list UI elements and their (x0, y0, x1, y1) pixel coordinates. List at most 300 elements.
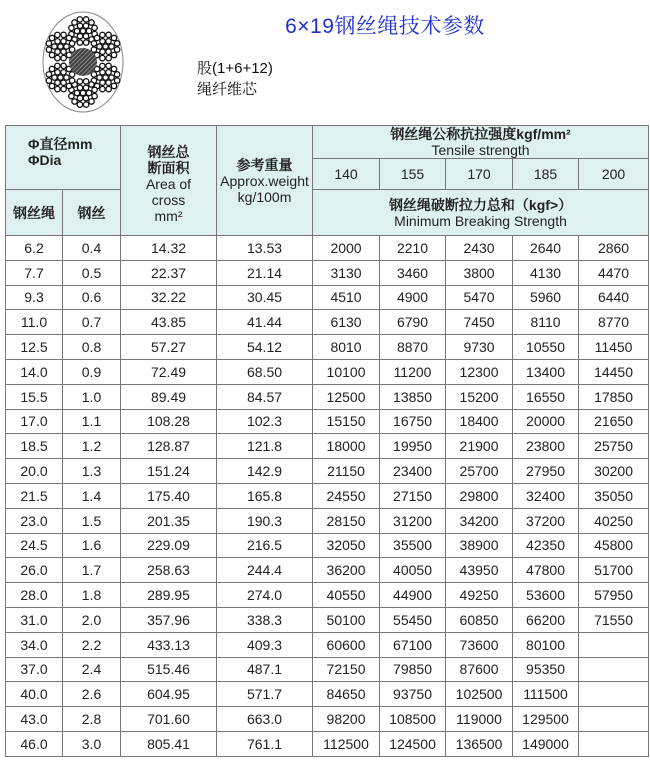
wire-dia-cell: 1.1 (63, 409, 121, 434)
wire-strand-circle (100, 39, 105, 44)
area-cell: 805.41 (121, 731, 217, 756)
weight-header-cn: 参考重量 (236, 156, 293, 173)
wire-strand-circle (100, 70, 105, 75)
table-row (6, 260, 649, 285)
weight-cell: 663.0 (217, 707, 313, 732)
wire-strand-circle (49, 35, 54, 40)
break-185-cell: 42350 (513, 533, 579, 558)
grade-185: 185 (513, 159, 579, 190)
area-cell: 22.37 (121, 260, 217, 285)
break-200-cell: 57950 (579, 583, 649, 608)
wire-strand-circle (64, 75, 69, 80)
rope-dia-cell: 11.0 (6, 310, 63, 335)
wire-dia-cell: 3.0 (63, 731, 121, 756)
wire-dia-cell: 0.8 (63, 335, 121, 360)
wire-strand-circle (46, 41, 51, 46)
break-155-cell: 11200 (380, 359, 446, 384)
break-170-cell: 102500 (446, 682, 513, 707)
core-type: 绳纤维芯 (197, 81, 258, 98)
area-header-en1: Area of (145, 175, 192, 192)
break-140-cell: 10100 (313, 359, 380, 384)
weight-cell: 41.44 (217, 310, 313, 335)
rope-dia-cell: 17.0 (6, 409, 63, 434)
break-170-cell: 5470 (446, 285, 513, 310)
wire-strand-circle (58, 75, 63, 80)
table-row (6, 384, 649, 409)
wire-strand-circle (74, 28, 79, 33)
break-170-cell: 87600 (446, 657, 513, 682)
break-200-cell: 14450 (579, 359, 649, 384)
wire-strand-circle (92, 93, 97, 98)
break-140-cell: 84650 (313, 682, 380, 707)
break-140-cell: 2000 (313, 236, 380, 261)
break-155-cell: 3460 (380, 260, 446, 285)
break-170-cell: 7450 (446, 310, 513, 335)
wire-strand-circle (66, 35, 71, 40)
wire-strand-circle (77, 17, 82, 22)
break-155-cell: 108500 (380, 707, 446, 732)
weight-cell: 30.45 (217, 285, 313, 310)
break-155-cell: 23400 (380, 459, 446, 484)
area-cell: 604.95 (121, 682, 217, 707)
break-200-cell: 6440 (579, 285, 649, 310)
break-170-cell: 119000 (446, 707, 513, 732)
area-cell: 433.13 (121, 632, 217, 657)
break-140-cell: 24550 (313, 483, 380, 508)
wire-strand-circle (100, 32, 105, 37)
break-170-cell: 12300 (446, 359, 513, 384)
break-140-cell: 3130 (313, 260, 380, 285)
break-155-cell: 8870 (380, 335, 446, 360)
break-200-cell (579, 632, 649, 657)
break-170-cell: 29800 (446, 483, 513, 508)
table-row (6, 508, 649, 533)
area-header-en2: cross (151, 191, 186, 208)
break-185-cell: 27950 (513, 459, 579, 484)
wire-strand-circle (106, 80, 111, 85)
wire-strand-circle (55, 70, 60, 75)
wire-strand-circle (69, 41, 74, 46)
break-170-cell: 73600 (446, 632, 513, 657)
wire-strand-circle (83, 17, 88, 22)
weight-header (217, 126, 313, 236)
rope-dia-cell: 12.5 (6, 335, 63, 360)
table-row (6, 607, 649, 632)
wire-strand-circle (77, 102, 82, 107)
break-200-cell (579, 657, 649, 682)
break-155-cell: 40050 (380, 558, 446, 583)
wire-strand-circle (83, 85, 88, 90)
wire-strand-circle (100, 80, 105, 85)
break-155-cell: 55450 (380, 607, 446, 632)
break-155-cell: 16750 (380, 409, 446, 434)
break-185-cell: 80100 (513, 632, 579, 657)
break-185-cell: 2640 (513, 236, 579, 261)
wire-strand-circle (77, 23, 82, 28)
area-cell: 72.49 (121, 359, 217, 384)
wire-strand-circle (61, 63, 66, 68)
break-155-cell: 35500 (380, 533, 446, 558)
wire-strand-circle (74, 90, 79, 95)
wire-dia-cell: 0.4 (63, 236, 121, 261)
break-185-cell: 20000 (513, 409, 579, 434)
wire-diameter-header: 钢丝 (63, 190, 121, 236)
wire-strand-circle (55, 32, 60, 37)
area-cell: 201.35 (121, 508, 217, 533)
diameter-header-cn: Φ直径mm (28, 136, 93, 152)
wire-strand-circle (55, 55, 60, 60)
wire-strand-circle (61, 80, 66, 85)
wire-strand-circle (69, 93, 74, 98)
weight-cell: 54.12 (217, 335, 313, 360)
diameter-header-en: ΦDia (28, 152, 62, 168)
break-155-cell: 6790 (380, 310, 446, 335)
wire-strand-circle (55, 63, 60, 68)
break-185-cell: 10550 (513, 335, 579, 360)
weight-cell: 216.5 (217, 533, 313, 558)
break-170-cell: 49250 (446, 583, 513, 608)
wire-dia-cell: 1.8 (63, 583, 121, 608)
wire-strand-circle (111, 35, 116, 40)
rope-dia-cell: 37.0 (6, 657, 63, 682)
area-header-cn2: 断面积 (147, 159, 190, 176)
wire-strand-circle (55, 49, 60, 54)
wire-strand-circle (106, 86, 111, 91)
wire-dia-cell: 2.8 (63, 707, 121, 732)
area-cell: 357.96 (121, 607, 217, 632)
rope-dia-cell: 26.0 (6, 558, 63, 583)
weight-header-unit: kg/100m (237, 188, 292, 205)
break-170-cell: 3800 (446, 260, 513, 285)
break-155-cell: 13850 (380, 384, 446, 409)
page-title: 6×19钢丝绳技术参数 (285, 15, 485, 38)
break-200-cell: 21650 (579, 409, 649, 434)
break-140-cell: 15150 (313, 409, 380, 434)
wire-strand-circle (103, 44, 108, 49)
break-185-cell: 4130 (513, 260, 579, 285)
break-155-cell: 124500 (380, 731, 446, 756)
area-cell: 32.22 (121, 285, 217, 310)
wire-strand-circle (83, 23, 88, 28)
wire-strand-circle (77, 95, 82, 100)
break-140-cell: 21150 (313, 459, 380, 484)
wire-strand-circle (103, 75, 108, 80)
break-155-cell: 31200 (380, 508, 446, 533)
grade-170: 170 (446, 159, 513, 190)
area-cell: 175.40 (121, 483, 217, 508)
wire-strand-circle (69, 78, 74, 83)
break-200-cell: 45800 (579, 533, 649, 558)
wire-strand-circle (97, 75, 102, 80)
wire-dia-cell: 0.9 (63, 359, 121, 384)
grade-140: 140 (313, 159, 380, 190)
rope-dia-cell: 18.5 (6, 434, 63, 459)
table-row (6, 483, 649, 508)
wire-strand-circle (80, 28, 85, 33)
rope-dia-cell: 21.5 (6, 483, 63, 508)
tensile-header-en: Tensile strength (431, 142, 530, 158)
break-185-cell: 37200 (513, 508, 579, 533)
break-200-cell: 4470 (579, 260, 649, 285)
break-200-cell: 40250 (579, 508, 649, 533)
wire-strand-circle (83, 33, 88, 38)
wire-strand-circle (80, 90, 85, 95)
wire-dia-cell: 1.3 (63, 459, 121, 484)
weight-cell: 68.50 (217, 359, 313, 384)
break-185-cell: 66200 (513, 607, 579, 632)
rope-dia-cell: 7.7 (6, 260, 63, 285)
table-row (6, 335, 649, 360)
wire-strand-circle (100, 63, 105, 68)
break-170-cell: 60850 (446, 607, 513, 632)
break-140-cell: 6130 (313, 310, 380, 335)
wire-strand-circle (66, 83, 71, 88)
wire-strand-circle (106, 32, 111, 37)
wire-strand-circle (114, 78, 119, 83)
break-200-cell: 51700 (579, 558, 649, 583)
table-row (6, 359, 649, 384)
weight-cell: 244.4 (217, 558, 313, 583)
area-header-unit: mm² (154, 207, 183, 224)
break-200-cell (579, 682, 649, 707)
wire-strand-circle (61, 39, 66, 44)
break-185-cell: 13400 (513, 359, 579, 384)
tensile-header-cn: 钢丝绳公称抗拉强度kgf/mm² (390, 126, 571, 142)
break-140-cell: 40550 (313, 583, 380, 608)
area-cell: 43.85 (121, 310, 217, 335)
strand-construction: 股(1+6+12) (197, 60, 273, 77)
area-cell: 89.49 (121, 384, 217, 409)
rope-diameter-header: 钢丝绳 (6, 190, 63, 236)
break-170-cell: 2430 (446, 236, 513, 261)
break-185-cell: 16550 (513, 384, 579, 409)
wire-strand-circle (55, 80, 60, 85)
wire-strand-circle (114, 47, 119, 52)
wire-strand-circle (72, 20, 77, 25)
table-row (6, 236, 649, 261)
wire-strand-circle (92, 87, 97, 92)
table-row (6, 657, 649, 682)
rope-dia-cell: 31.0 (6, 607, 63, 632)
wire-strand-circle (86, 28, 91, 33)
break-185-cell: 129500 (513, 707, 579, 732)
rope-dia-cell: 43.0 (6, 707, 63, 732)
wire-strand-circle (46, 72, 51, 77)
weight-header-en: Approx.weight (220, 172, 309, 189)
wire-strand-circle (114, 41, 119, 46)
wire-strand-circle (61, 49, 66, 54)
rope-dia-cell: 40.0 (6, 682, 63, 707)
break-200-cell: 8770 (579, 310, 649, 335)
table-row (6, 558, 649, 583)
wire-strand-circle (77, 79, 82, 84)
wire-strand-circle (49, 52, 54, 57)
grade-200: 200 (579, 159, 649, 190)
wire-strand-circle (97, 44, 102, 49)
table-row (6, 533, 649, 558)
break-140-cell: 28150 (313, 508, 380, 533)
tensile-header (313, 126, 649, 159)
wire-strand-circle (49, 83, 54, 88)
break-140-cell: 72150 (313, 657, 380, 682)
break-140-cell: 36200 (313, 558, 380, 583)
wire-strand-circle (77, 40, 82, 45)
wire-dia-cell: 0.7 (63, 310, 121, 335)
wire-dia-cell: 1.6 (63, 533, 121, 558)
wire-strand-circle (52, 75, 57, 80)
break-185-cell: 149000 (513, 731, 579, 756)
wire-strand-circle (106, 70, 111, 75)
spec-table (5, 125, 649, 757)
wire-strand-circle (91, 41, 96, 46)
table-row (6, 285, 649, 310)
break-185-cell: 23800 (513, 434, 579, 459)
wire-dia-cell: 0.6 (63, 285, 121, 310)
table-row (6, 459, 649, 484)
weight-cell: 409.3 (217, 632, 313, 657)
grade-155: 155 (380, 159, 446, 190)
wire-strand-circle (61, 70, 66, 75)
break-140-cell: 12500 (313, 384, 380, 409)
break-155-cell: 79850 (380, 657, 446, 682)
weight-cell: 571.7 (217, 682, 313, 707)
wire-strand-circle (109, 75, 114, 80)
wire-strand-circle (46, 47, 51, 52)
wire-strand-circle (111, 66, 116, 71)
break-155-cell: 93750 (380, 682, 446, 707)
breaking-header-en: Minimum Breaking Strength (394, 212, 567, 229)
wire-strand-circle (92, 25, 97, 30)
wire-strand-circle (94, 35, 99, 40)
wire-strand-circle (89, 99, 94, 104)
wire-strand-circle (83, 79, 88, 84)
wire-strand-circle (109, 44, 114, 49)
area-cell: 258.63 (121, 558, 217, 583)
break-155-cell: 19950 (380, 434, 446, 459)
table-row (6, 583, 649, 608)
area-cell: 289.95 (121, 583, 217, 608)
area-header (121, 126, 217, 236)
break-185-cell: 8110 (513, 310, 579, 335)
break-155-cell: 27150 (380, 483, 446, 508)
wire-strand-circle (83, 95, 88, 100)
wire-strand-circle (100, 55, 105, 60)
table-row (6, 409, 649, 434)
wire-dia-cell: 2.6 (63, 682, 121, 707)
break-200-cell (579, 731, 649, 756)
break-185-cell: 47800 (513, 558, 579, 583)
rope-dia-cell: 15.5 (6, 384, 63, 409)
weight-cell: 165.8 (217, 483, 313, 508)
break-185-cell: 53600 (513, 583, 579, 608)
table-row (6, 731, 649, 756)
wire-strand-circle (55, 86, 60, 91)
wire-dia-cell: 2.0 (63, 607, 121, 632)
table-row (6, 682, 649, 707)
wire-rope-cross-section-diagram (40, 10, 126, 114)
break-200-cell: 71550 (579, 607, 649, 632)
break-170-cell: 136500 (446, 731, 513, 756)
wire-dia-cell: 2.2 (63, 632, 121, 657)
table-row (6, 434, 649, 459)
wire-strand-circle (100, 49, 105, 54)
breaking-strength-header (313, 190, 649, 236)
wire-strand-circle (83, 40, 88, 45)
wire-dia-cell: 1.4 (63, 483, 121, 508)
wire-dia-cell: 0.5 (63, 260, 121, 285)
break-185-cell: 5960 (513, 285, 579, 310)
break-155-cell: 2210 (380, 236, 446, 261)
area-cell: 108.28 (121, 409, 217, 434)
wire-strand-circle (111, 52, 116, 57)
area-cell: 14.32 (121, 236, 217, 261)
wire-dia-cell: 1.2 (63, 434, 121, 459)
wire-strand-circle (111, 83, 116, 88)
breaking-header-cn: 钢丝绳破断拉力总和（kgf>） (388, 196, 573, 213)
weight-cell: 102.3 (217, 409, 313, 434)
break-140-cell: 98200 (313, 707, 380, 732)
break-170-cell: 18400 (446, 409, 513, 434)
rope-dia-cell: 24.5 (6, 533, 63, 558)
break-170-cell: 38900 (446, 533, 513, 558)
wire-strand-circle (61, 86, 66, 91)
wire-strand-circle (100, 86, 105, 91)
wire-strand-circle (77, 33, 82, 38)
area-cell: 151.24 (121, 459, 217, 484)
break-200-cell: 25750 (579, 434, 649, 459)
wire-dia-cell: 1.0 (63, 384, 121, 409)
wire-strand-circle (61, 55, 66, 60)
area-cell: 128.87 (121, 434, 217, 459)
break-200-cell: 17850 (579, 384, 649, 409)
rope-dia-cell: 34.0 (6, 632, 63, 657)
wire-strand-circle (52, 44, 57, 49)
table-row (6, 310, 649, 335)
break-155-cell: 67100 (380, 632, 446, 657)
break-170-cell: 21900 (446, 434, 513, 459)
rope-dia-cell: 46.0 (6, 731, 63, 756)
wire-strand-circle (77, 85, 82, 90)
weight-cell: 142.9 (217, 459, 313, 484)
wire-strand-circle (106, 63, 111, 68)
break-185-cell: 32400 (513, 483, 579, 508)
wire-strand-circle (83, 102, 88, 107)
wire-strand-circle (49, 66, 54, 71)
break-200-cell: 2860 (579, 236, 649, 261)
break-170-cell: 15200 (446, 384, 513, 409)
break-200-cell (579, 707, 649, 732)
rope-dia-cell: 6.2 (6, 236, 63, 261)
wire-strand-circle (106, 39, 111, 44)
rope-dia-cell: 28.0 (6, 583, 63, 608)
wire-strand-circle (72, 99, 77, 104)
wire-dia-cell: 2.4 (63, 657, 121, 682)
weight-cell: 121.8 (217, 434, 313, 459)
rope-dia-cell: 20.0 (6, 459, 63, 484)
wire-strand-circle (55, 39, 60, 44)
area-header-cn1: 钢丝总 (147, 143, 190, 160)
table-row (6, 632, 649, 657)
weight-cell: 13.53 (217, 236, 313, 261)
weight-cell: 487.1 (217, 657, 313, 682)
break-170-cell: 25700 (446, 459, 513, 484)
break-140-cell: 32050 (313, 533, 380, 558)
rope-dia-cell: 9.3 (6, 285, 63, 310)
wire-strand-circle (64, 44, 69, 49)
break-140-cell: 50100 (313, 607, 380, 632)
weight-cell: 84.57 (217, 384, 313, 409)
rope-dia-cell: 23.0 (6, 508, 63, 533)
